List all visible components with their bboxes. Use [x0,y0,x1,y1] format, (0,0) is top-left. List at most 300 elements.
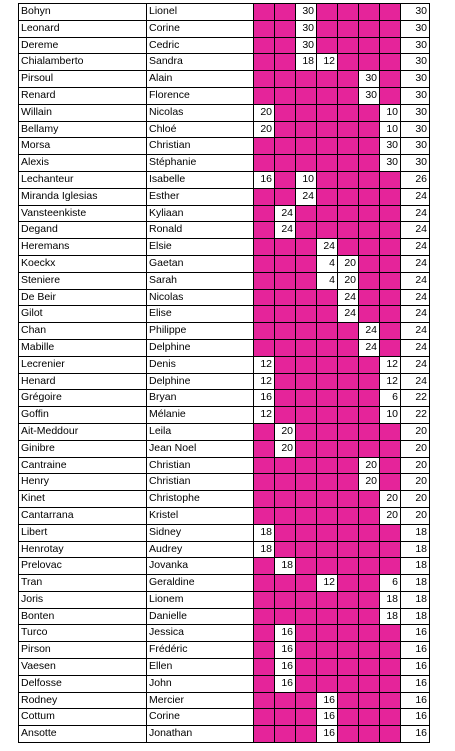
highlighted-empty-cell[interactable] [275,138,296,155]
highlighted-empty-cell[interactable] [359,642,380,659]
highlighted-empty-cell[interactable] [296,407,317,424]
last-name-cell[interactable]: Cottum [19,709,147,726]
last-name-cell[interactable]: Pirsoul [19,71,147,88]
highlighted-empty-cell[interactable] [338,524,359,541]
highlighted-empty-cell[interactable] [296,659,317,676]
highlighted-empty-cell[interactable] [338,87,359,104]
hours-cell[interactable]: 24 [275,205,296,222]
highlighted-empty-cell[interactable] [296,457,317,474]
highlighted-empty-cell[interactable] [380,323,401,340]
highlighted-empty-cell[interactable] [338,491,359,508]
last-name-cell[interactable]: Bellamy [19,121,147,138]
total-cell[interactable]: 24 [401,356,430,373]
highlighted-empty-cell[interactable] [317,171,338,188]
highlighted-empty-cell[interactable] [254,507,275,524]
hours-cell[interactable]: 30 [296,4,317,21]
highlighted-empty-cell[interactable] [317,138,338,155]
hours-cell[interactable]: 30 [296,20,317,37]
total-cell[interactable]: 26 [401,171,430,188]
highlighted-empty-cell[interactable] [296,323,317,340]
last-name-cell[interactable]: Ginibre [19,440,147,457]
highlighted-empty-cell[interactable] [317,289,338,306]
highlighted-empty-cell[interactable] [359,138,380,155]
total-cell[interactable]: 30 [401,121,430,138]
hours-cell[interactable]: 16 [275,642,296,659]
total-cell[interactable]: 24 [401,205,430,222]
highlighted-empty-cell[interactable] [380,205,401,222]
highlighted-empty-cell[interactable] [359,524,380,541]
highlighted-empty-cell[interactable] [380,659,401,676]
first-name-cell[interactable]: Danielle [147,608,254,625]
highlighted-empty-cell[interactable] [275,507,296,524]
highlighted-empty-cell[interactable] [296,625,317,642]
highlighted-empty-cell[interactable] [338,709,359,726]
total-cell[interactable]: 18 [401,608,430,625]
highlighted-empty-cell[interactable] [275,87,296,104]
highlighted-empty-cell[interactable] [338,138,359,155]
highlighted-empty-cell[interactable] [275,339,296,356]
total-cell[interactable]: 18 [401,541,430,558]
highlighted-empty-cell[interactable] [254,474,275,491]
highlighted-empty-cell[interactable] [254,423,275,440]
highlighted-empty-cell[interactable] [359,591,380,608]
highlighted-empty-cell[interactable] [254,20,275,37]
highlighted-empty-cell[interactable] [359,390,380,407]
highlighted-empty-cell[interactable] [317,104,338,121]
highlighted-empty-cell[interactable] [296,138,317,155]
hours-cell[interactable]: 16 [254,390,275,407]
highlighted-empty-cell[interactable] [380,239,401,256]
highlighted-empty-cell[interactable] [275,541,296,558]
highlighted-empty-cell[interactable] [338,423,359,440]
hours-cell[interactable]: 10 [380,121,401,138]
hours-cell[interactable]: 12 [254,356,275,373]
highlighted-empty-cell[interactable] [275,457,296,474]
hours-cell[interactable]: 16 [275,659,296,676]
highlighted-empty-cell[interactable] [254,255,275,272]
highlighted-empty-cell[interactable] [380,709,401,726]
highlighted-empty-cell[interactable] [338,71,359,88]
highlighted-empty-cell[interactable] [338,390,359,407]
total-cell[interactable]: 16 [401,642,430,659]
highlighted-empty-cell[interactable] [359,306,380,323]
highlighted-empty-cell[interactable] [338,692,359,709]
first-name-cell[interactable]: Christian [147,474,254,491]
total-cell[interactable]: 20 [401,491,430,508]
highlighted-empty-cell[interactable] [359,491,380,508]
last-name-cell[interactable]: Libert [19,524,147,541]
last-name-cell[interactable]: Rodney [19,692,147,709]
highlighted-empty-cell[interactable] [380,171,401,188]
hours-cell[interactable]: 18 [380,591,401,608]
hours-cell[interactable]: 6 [380,575,401,592]
highlighted-empty-cell[interactable] [338,558,359,575]
highlighted-empty-cell[interactable] [275,54,296,71]
last-name-cell[interactable]: Degand [19,222,147,239]
first-name-cell[interactable]: Denis [147,356,254,373]
highlighted-empty-cell[interactable] [254,71,275,88]
highlighted-empty-cell[interactable] [359,121,380,138]
highlighted-empty-cell[interactable] [296,491,317,508]
total-cell[interactable]: 24 [401,373,430,390]
highlighted-empty-cell[interactable] [338,625,359,642]
highlighted-empty-cell[interactable] [275,591,296,608]
highlighted-empty-cell[interactable] [296,423,317,440]
total-cell[interactable]: 30 [401,138,430,155]
highlighted-empty-cell[interactable] [296,356,317,373]
highlighted-empty-cell[interactable] [275,575,296,592]
highlighted-empty-cell[interactable] [296,339,317,356]
hours-cell[interactable]: 16 [275,625,296,642]
highlighted-empty-cell[interactable] [338,541,359,558]
highlighted-empty-cell[interactable] [296,121,317,138]
total-cell[interactable]: 30 [401,4,430,21]
highlighted-empty-cell[interactable] [275,373,296,390]
highlighted-empty-cell[interactable] [296,155,317,172]
highlighted-empty-cell[interactable] [296,608,317,625]
highlighted-empty-cell[interactable] [296,373,317,390]
highlighted-empty-cell[interactable] [380,726,401,743]
total-cell[interactable]: 16 [401,726,430,743]
hours-cell[interactable]: 20 [380,491,401,508]
highlighted-empty-cell[interactable] [296,726,317,743]
hours-cell[interactable]: 24 [275,222,296,239]
highlighted-empty-cell[interactable] [296,104,317,121]
first-name-cell[interactable]: Stéphanie [147,155,254,172]
highlighted-empty-cell[interactable] [317,37,338,54]
highlighted-empty-cell[interactable] [317,306,338,323]
highlighted-empty-cell[interactable] [317,222,338,239]
highlighted-empty-cell[interactable] [296,675,317,692]
total-cell[interactable]: 16 [401,659,430,676]
last-name-cell[interactable]: Henry [19,474,147,491]
first-name-cell[interactable]: Sarah [147,272,254,289]
hours-cell[interactable]: 30 [380,155,401,172]
highlighted-empty-cell[interactable] [317,373,338,390]
highlighted-empty-cell[interactable] [296,709,317,726]
highlighted-empty-cell[interactable] [317,491,338,508]
highlighted-empty-cell[interactable] [275,356,296,373]
highlighted-empty-cell[interactable] [275,608,296,625]
total-cell[interactable]: 20 [401,507,430,524]
highlighted-empty-cell[interactable] [275,491,296,508]
highlighted-empty-cell[interactable] [254,306,275,323]
hours-cell[interactable]: 24 [359,323,380,340]
highlighted-empty-cell[interactable] [296,390,317,407]
highlighted-empty-cell[interactable] [359,222,380,239]
first-name-cell[interactable]: Jean Noel [147,440,254,457]
highlighted-empty-cell[interactable] [296,524,317,541]
highlighted-empty-cell[interactable] [275,306,296,323]
highlighted-empty-cell[interactable] [338,188,359,205]
highlighted-empty-cell[interactable] [254,289,275,306]
last-name-cell[interactable]: Miranda Iglesias [19,188,147,205]
highlighted-empty-cell[interactable] [359,440,380,457]
highlighted-empty-cell[interactable] [338,155,359,172]
first-name-cell[interactable]: Leila [147,423,254,440]
highlighted-empty-cell[interactable] [380,474,401,491]
highlighted-empty-cell[interactable] [338,54,359,71]
highlighted-empty-cell[interactable] [359,541,380,558]
hours-cell[interactable]: 18 [296,54,317,71]
highlighted-empty-cell[interactable] [275,4,296,21]
first-name-cell[interactable]: Delphine [147,339,254,356]
highlighted-empty-cell[interactable] [275,474,296,491]
last-name-cell[interactable]: Vansteenkiste [19,205,147,222]
highlighted-empty-cell[interactable] [380,339,401,356]
total-cell[interactable]: 24 [401,289,430,306]
highlighted-empty-cell[interactable] [317,4,338,21]
hours-cell[interactable]: 20 [275,440,296,457]
highlighted-empty-cell[interactable] [254,87,275,104]
total-cell[interactable]: 16 [401,625,430,642]
highlighted-empty-cell[interactable] [359,423,380,440]
highlighted-empty-cell[interactable] [317,625,338,642]
hours-cell[interactable]: 10 [380,407,401,424]
highlighted-empty-cell[interactable] [359,20,380,37]
highlighted-empty-cell[interactable] [338,507,359,524]
highlighted-empty-cell[interactable] [296,474,317,491]
highlighted-empty-cell[interactable] [359,289,380,306]
hours-cell[interactable]: 16 [254,171,275,188]
last-name-cell[interactable]: Mabille [19,339,147,356]
highlighted-empty-cell[interactable] [359,558,380,575]
last-name-cell[interactable]: Cantraine [19,457,147,474]
highlighted-empty-cell[interactable] [296,440,317,457]
highlighted-empty-cell[interactable] [254,608,275,625]
hours-cell[interactable]: 16 [317,726,338,743]
highlighted-empty-cell[interactable] [317,188,338,205]
highlighted-empty-cell[interactable] [338,726,359,743]
hours-cell[interactable]: 24 [317,239,338,256]
highlighted-empty-cell[interactable] [359,272,380,289]
highlighted-empty-cell[interactable] [317,440,338,457]
hours-cell[interactable]: 4 [317,272,338,289]
highlighted-empty-cell[interactable] [296,87,317,104]
total-cell[interactable]: 16 [401,692,430,709]
total-cell[interactable]: 18 [401,524,430,541]
highlighted-empty-cell[interactable] [254,138,275,155]
highlighted-empty-cell[interactable] [359,625,380,642]
total-cell[interactable]: 30 [401,20,430,37]
first-name-cell[interactable]: Corine [147,709,254,726]
last-name-cell[interactable]: Ait-Meddour [19,423,147,440]
total-cell[interactable]: 20 [401,474,430,491]
highlighted-empty-cell[interactable] [275,255,296,272]
total-cell[interactable]: 30 [401,37,430,54]
highlighted-empty-cell[interactable] [317,323,338,340]
highlighted-empty-cell[interactable] [380,675,401,692]
first-name-cell[interactable]: Florence [147,87,254,104]
highlighted-empty-cell[interactable] [254,659,275,676]
last-name-cell[interactable]: Steniere [19,272,147,289]
first-name-cell[interactable]: Frédéric [147,642,254,659]
highlighted-empty-cell[interactable] [380,440,401,457]
highlighted-empty-cell[interactable] [317,675,338,692]
hours-cell[interactable]: 30 [296,37,317,54]
hours-cell[interactable]: 18 [254,524,275,541]
highlighted-empty-cell[interactable] [359,239,380,256]
highlighted-empty-cell[interactable] [296,289,317,306]
highlighted-empty-cell[interactable] [275,407,296,424]
highlighted-empty-cell[interactable] [254,575,275,592]
highlighted-empty-cell[interactable] [359,188,380,205]
highlighted-empty-cell[interactable] [380,222,401,239]
highlighted-empty-cell[interactable] [296,692,317,709]
highlighted-empty-cell[interactable] [254,457,275,474]
highlighted-empty-cell[interactable] [359,205,380,222]
highlighted-empty-cell[interactable] [317,642,338,659]
first-name-cell[interactable]: Chloé [147,121,254,138]
hours-cell[interactable]: 24 [296,188,317,205]
hours-cell[interactable]: 24 [338,289,359,306]
highlighted-empty-cell[interactable] [380,255,401,272]
hours-cell[interactable]: 12 [317,54,338,71]
total-cell[interactable]: 24 [401,255,430,272]
highlighted-empty-cell[interactable] [254,440,275,457]
first-name-cell[interactable]: Nicolas [147,289,254,306]
total-cell[interactable]: 24 [401,272,430,289]
hours-cell[interactable]: 12 [380,356,401,373]
first-name-cell[interactable]: Christophe [147,491,254,508]
last-name-cell[interactable]: Prelovac [19,558,147,575]
highlighted-empty-cell[interactable] [296,541,317,558]
highlighted-empty-cell[interactable] [338,323,359,340]
highlighted-empty-cell[interactable] [296,507,317,524]
highlighted-empty-cell[interactable] [338,642,359,659]
first-name-cell[interactable]: Jonathan [147,726,254,743]
first-name-cell[interactable]: Alain [147,71,254,88]
highlighted-empty-cell[interactable] [317,407,338,424]
last-name-cell[interactable]: Delfosse [19,675,147,692]
last-name-cell[interactable]: Turco [19,625,147,642]
highlighted-empty-cell[interactable] [338,659,359,676]
highlighted-empty-cell[interactable] [317,558,338,575]
highlighted-empty-cell[interactable] [338,104,359,121]
first-name-cell[interactable]: Lionel [147,4,254,21]
highlighted-empty-cell[interactable] [254,222,275,239]
highlighted-empty-cell[interactable] [317,507,338,524]
last-name-cell[interactable]: Ansotte [19,726,147,743]
first-name-cell[interactable]: Corine [147,20,254,37]
first-name-cell[interactable]: Nicolas [147,104,254,121]
highlighted-empty-cell[interactable] [317,205,338,222]
last-name-cell[interactable]: Henrotay [19,541,147,558]
highlighted-empty-cell[interactable] [380,289,401,306]
highlighted-empty-cell[interactable] [254,155,275,172]
highlighted-empty-cell[interactable] [317,339,338,356]
last-name-cell[interactable]: Goffin [19,407,147,424]
last-name-cell[interactable]: Lecrenier [19,356,147,373]
last-name-cell[interactable]: Bonten [19,608,147,625]
highlighted-empty-cell[interactable] [380,558,401,575]
last-name-cell[interactable]: Renard [19,87,147,104]
total-cell[interactable]: 22 [401,390,430,407]
highlighted-empty-cell[interactable] [317,608,338,625]
highlighted-empty-cell[interactable] [359,155,380,172]
hours-cell[interactable]: 30 [359,71,380,88]
hours-cell[interactable]: 10 [380,104,401,121]
hours-cell[interactable]: 24 [338,306,359,323]
highlighted-empty-cell[interactable] [254,709,275,726]
highlighted-empty-cell[interactable] [317,659,338,676]
hours-cell[interactable]: 18 [275,558,296,575]
total-cell[interactable]: 24 [401,323,430,340]
highlighted-empty-cell[interactable] [275,188,296,205]
first-name-cell[interactable]: Jessica [147,625,254,642]
highlighted-empty-cell[interactable] [359,692,380,709]
highlighted-empty-cell[interactable] [380,541,401,558]
first-name-cell[interactable]: Cedric [147,37,254,54]
highlighted-empty-cell[interactable] [380,524,401,541]
first-name-cell[interactable]: Delphine [147,373,254,390]
first-name-cell[interactable]: Isabelle [147,171,254,188]
highlighted-empty-cell[interactable] [338,407,359,424]
highlighted-empty-cell[interactable] [380,188,401,205]
highlighted-empty-cell[interactable] [275,323,296,340]
highlighted-empty-cell[interactable] [296,558,317,575]
first-name-cell[interactable]: Elise [147,306,254,323]
first-name-cell[interactable]: Christian [147,457,254,474]
highlighted-empty-cell[interactable] [254,272,275,289]
total-cell[interactable]: 20 [401,440,430,457]
hours-cell[interactable]: 12 [254,373,275,390]
highlighted-empty-cell[interactable] [338,373,359,390]
highlighted-empty-cell[interactable] [380,37,401,54]
highlighted-empty-cell[interactable] [254,726,275,743]
highlighted-empty-cell[interactable] [359,407,380,424]
last-name-cell[interactable]: Lechanteur [19,171,147,188]
highlighted-empty-cell[interactable] [275,726,296,743]
hours-cell[interactable]: 12 [380,373,401,390]
highlighted-empty-cell[interactable] [359,575,380,592]
highlighted-empty-cell[interactable] [338,37,359,54]
last-name-cell[interactable]: Tran [19,575,147,592]
highlighted-empty-cell[interactable] [254,491,275,508]
last-name-cell[interactable]: Koeckx [19,255,147,272]
highlighted-empty-cell[interactable] [296,306,317,323]
hours-cell[interactable]: 6 [380,390,401,407]
hours-cell[interactable]: 10 [296,171,317,188]
last-name-cell[interactable]: Pirson [19,642,147,659]
hours-cell[interactable]: 24 [359,339,380,356]
highlighted-empty-cell[interactable] [380,272,401,289]
highlighted-empty-cell[interactable] [296,591,317,608]
highlighted-empty-cell[interactable] [254,558,275,575]
highlighted-empty-cell[interactable] [254,239,275,256]
total-cell[interactable]: 24 [401,239,430,256]
first-name-cell[interactable]: Kristel [147,507,254,524]
first-name-cell[interactable]: Sidney [147,524,254,541]
highlighted-empty-cell[interactable] [380,625,401,642]
highlighted-empty-cell[interactable] [359,507,380,524]
total-cell[interactable]: 30 [401,155,430,172]
highlighted-empty-cell[interactable] [359,373,380,390]
highlighted-empty-cell[interactable] [338,575,359,592]
highlighted-empty-cell[interactable] [296,205,317,222]
highlighted-empty-cell[interactable] [338,239,359,256]
highlighted-empty-cell[interactable] [275,239,296,256]
highlighted-empty-cell[interactable] [296,575,317,592]
highlighted-empty-cell[interactable] [359,726,380,743]
highlighted-empty-cell[interactable] [296,255,317,272]
hours-cell[interactable]: 30 [380,138,401,155]
highlighted-empty-cell[interactable] [338,121,359,138]
total-cell[interactable]: 30 [401,71,430,88]
highlighted-empty-cell[interactable] [380,457,401,474]
highlighted-empty-cell[interactable] [338,675,359,692]
highlighted-empty-cell[interactable] [317,457,338,474]
